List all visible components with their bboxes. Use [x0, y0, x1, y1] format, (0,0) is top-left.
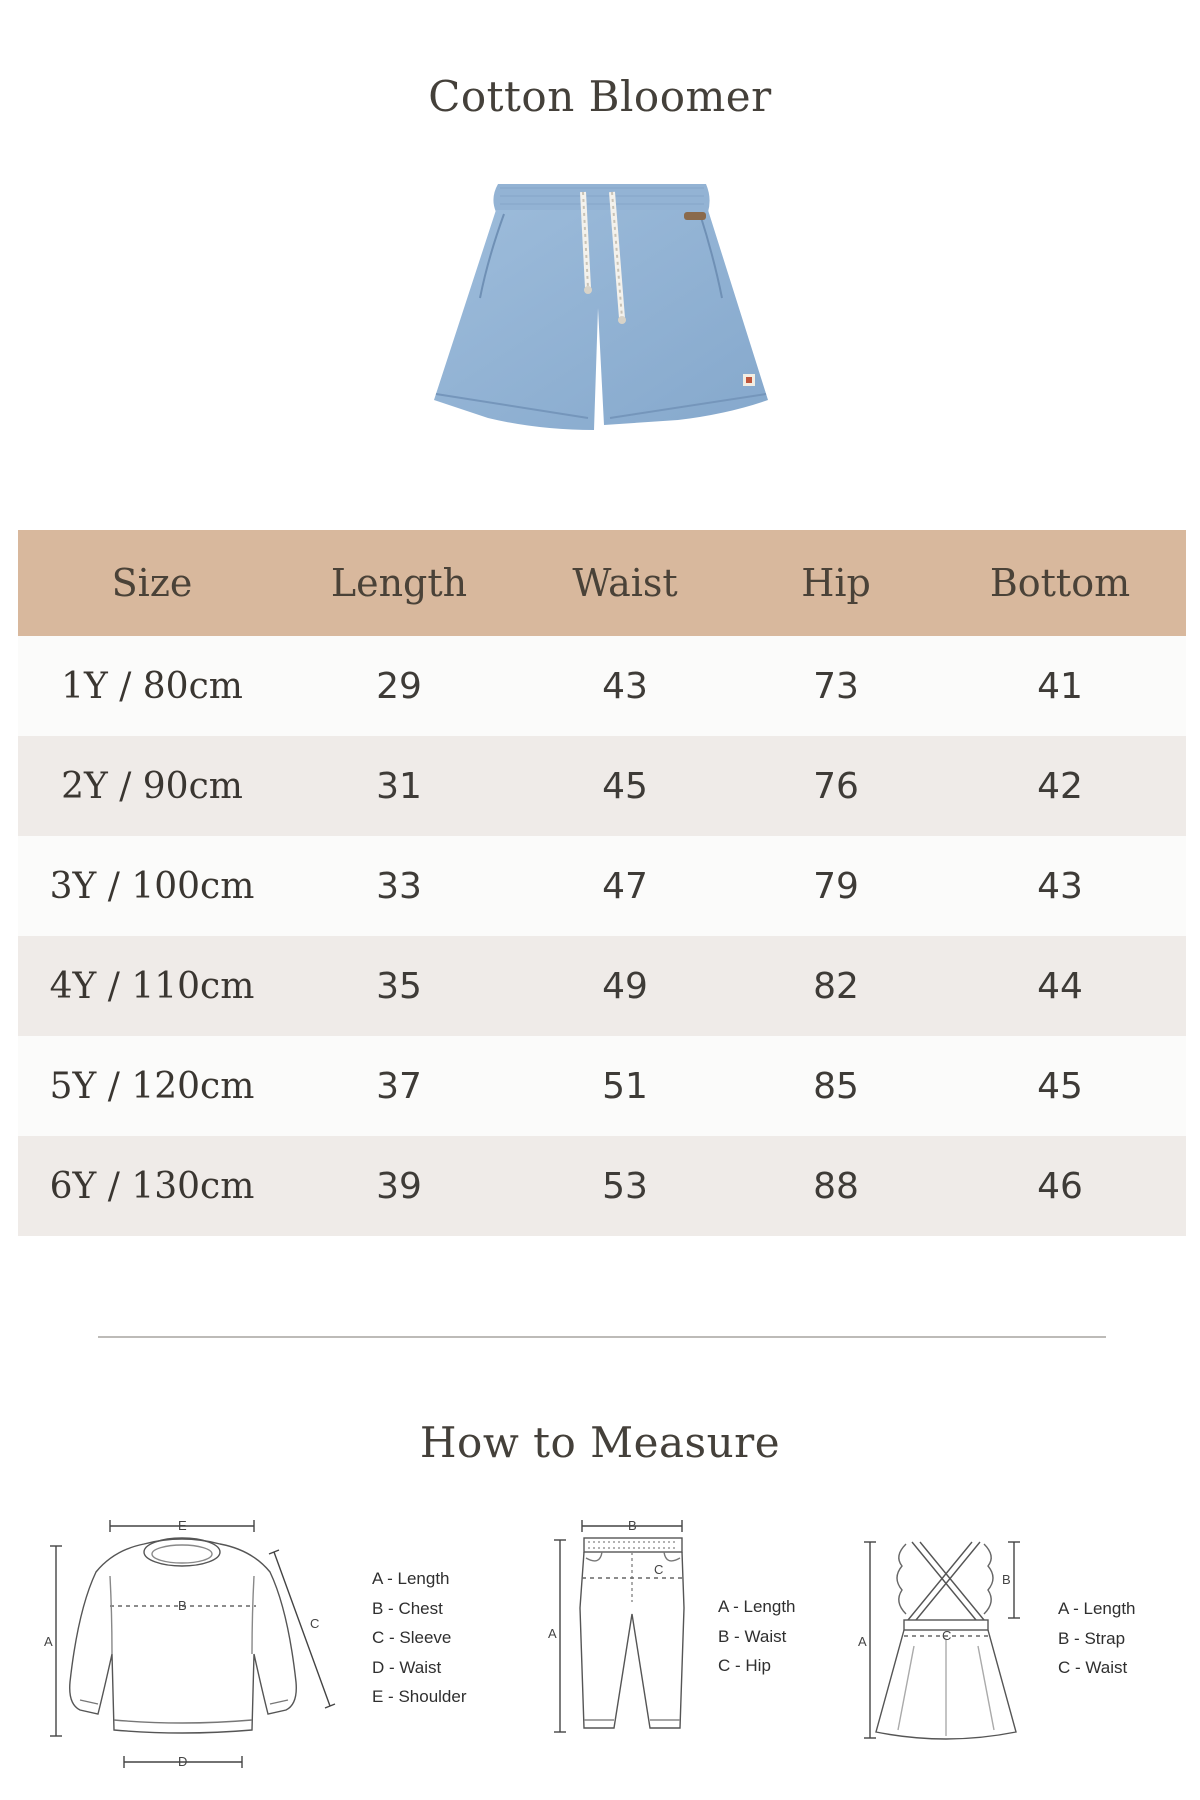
page-title: Cotton Bloomer	[428, 72, 772, 121]
letter-b: B	[628, 1518, 637, 1533]
table-header-row	[18, 530, 1186, 636]
bottom-cell: 41	[934, 636, 1186, 736]
hip-cell: 85	[738, 1036, 934, 1136]
length-cell: 31	[286, 736, 512, 836]
bottom-cell: 45	[934, 1036, 1186, 1136]
header-length: Length	[286, 530, 512, 636]
size-cell: 1Y / 80cm	[18, 636, 286, 736]
waist-cell: 45	[512, 736, 738, 836]
letter-c: C	[310, 1616, 320, 1631]
header-waist: Waist	[512, 530, 738, 636]
waist-cell: 53	[512, 1136, 738, 1236]
hip-cell: 76	[738, 736, 934, 836]
legend-item: B - Chest	[372, 1598, 443, 1618]
sweatshirt-measure-diagram	[40, 1514, 340, 1776]
letter-d: D	[178, 1754, 188, 1769]
letter-b: B	[178, 1598, 187, 1613]
size-cell: 6Y / 130cm	[18, 1136, 286, 1236]
letter-a: A	[858, 1634, 867, 1649]
skirt-legend	[1058, 1594, 1136, 1683]
hip-cell: 82	[738, 936, 934, 1036]
letter-a: A	[548, 1626, 557, 1641]
legend-item: A - Length	[372, 1569, 450, 1588]
length-cell: 35	[286, 936, 512, 1036]
legend-item: B - Waist	[718, 1626, 787, 1646]
header-bottom: Bottom	[934, 530, 1186, 636]
letter-e: E	[178, 1518, 187, 1533]
hip-cell: 79	[738, 836, 934, 936]
letter-a: A	[44, 1634, 53, 1649]
table-row	[18, 1036, 1186, 1136]
table-row	[18, 636, 1186, 736]
table-row	[18, 836, 1186, 936]
letter-c: C	[654, 1562, 664, 1577]
legend-item: C - Hip	[718, 1656, 771, 1675]
bottom-cell: 43	[934, 836, 1186, 936]
legend-item: A - Length	[718, 1597, 796, 1616]
waist-cell: 49	[512, 936, 738, 1036]
length-cell: 39	[286, 1136, 512, 1236]
bottom-cell: 42	[934, 736, 1186, 836]
legend-item: C - Sleeve	[372, 1628, 452, 1647]
pants-legend	[718, 1592, 796, 1681]
table-row	[18, 1136, 1186, 1236]
length-cell: 29	[286, 636, 512, 736]
pants-measure-diagram	[544, 1518, 714, 1742]
hip-cell: 88	[738, 1136, 934, 1236]
size-cell: 4Y / 110cm	[18, 936, 286, 1036]
size-cell: 2Y / 90cm	[18, 736, 286, 836]
letter-b: B	[1002, 1572, 1011, 1587]
legend-item: D - Waist	[372, 1657, 442, 1677]
shorts-product-image	[428, 178, 774, 442]
size-cell: 3Y / 100cm	[18, 836, 286, 936]
length-cell: 33	[286, 836, 512, 936]
sweatshirt-legend	[372, 1564, 467, 1712]
header-hip: Hip	[738, 530, 934, 636]
table-row	[18, 936, 1186, 1036]
section-divider	[98, 1336, 1106, 1338]
bottom-cell: 44	[934, 936, 1186, 1036]
how-to-measure-title: How to Measure	[419, 1418, 781, 1467]
hip-cell: 73	[738, 636, 934, 736]
header-size: Size	[18, 530, 286, 636]
size-cell: 5Y / 120cm	[18, 1036, 286, 1136]
legend-item: A - Length	[1058, 1599, 1136, 1618]
waist-cell: 51	[512, 1036, 738, 1136]
table-row	[18, 736, 1186, 836]
size-chart-table	[18, 530, 1186, 1236]
legend-item: E - Shoulder	[372, 1687, 467, 1706]
waist-cell: 43	[512, 636, 738, 736]
length-cell: 37	[286, 1036, 512, 1136]
skirt-measure-diagram	[854, 1536, 1032, 1746]
letter-c: C	[942, 1628, 952, 1643]
waist-cell: 47	[512, 836, 738, 936]
legend-item: C - Waist	[1058, 1658, 1128, 1677]
legend-item: B - Strap	[1058, 1628, 1126, 1648]
bottom-cell: 46	[934, 1136, 1186, 1236]
